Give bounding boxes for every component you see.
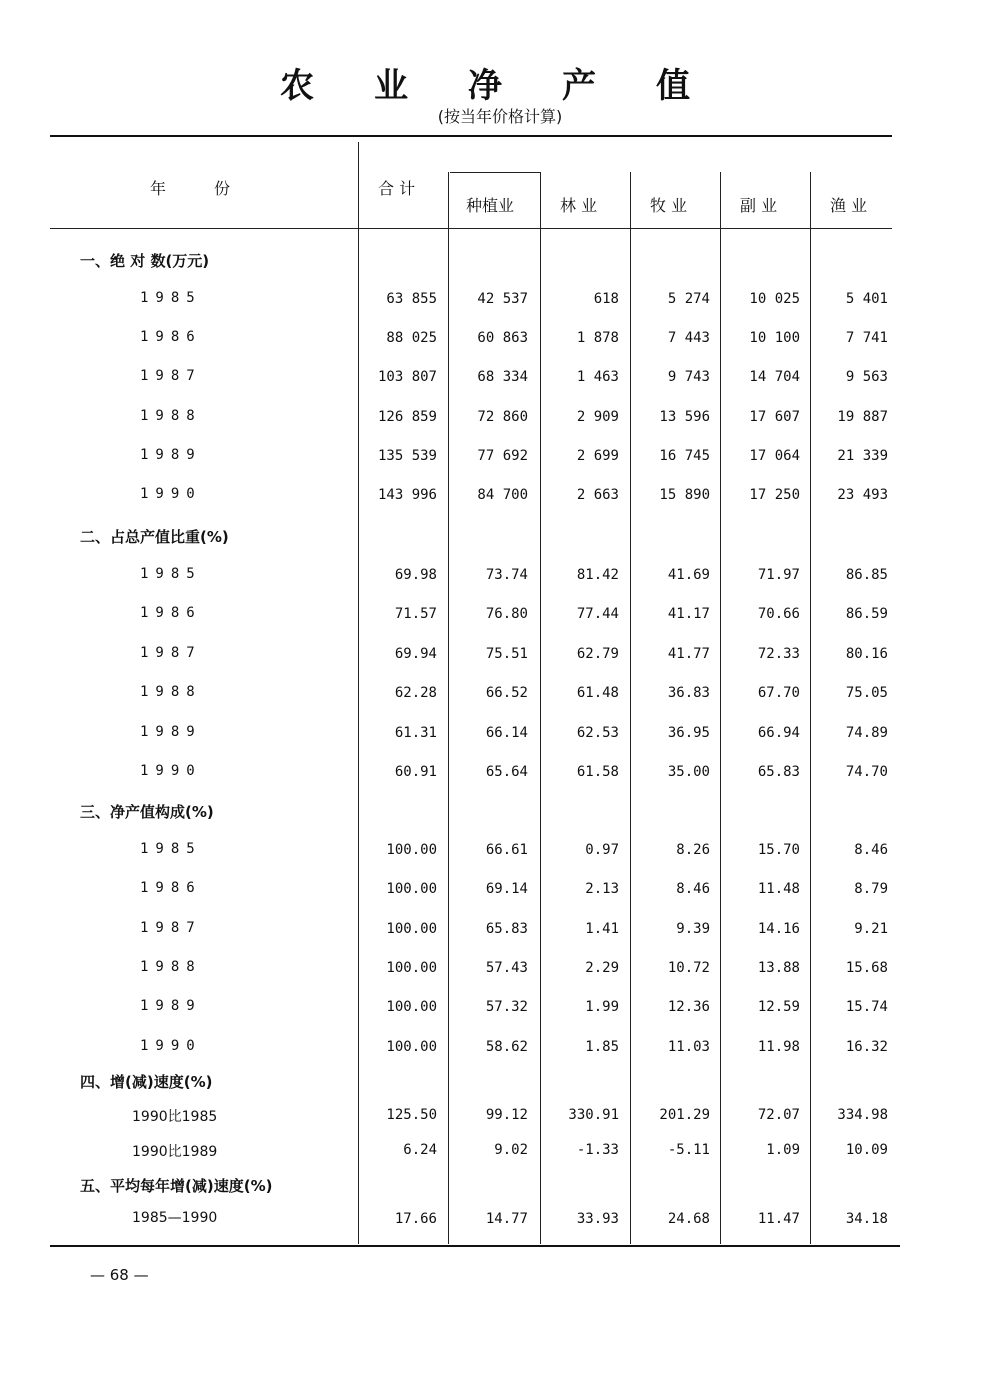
row-label: 1988	[140, 407, 202, 424]
table-cell: 76.80	[485, 606, 528, 623]
table-cell: 9 563	[845, 369, 888, 386]
section-heading: 一、绝 对 数(万元)	[80, 252, 210, 270]
table-cell: 74.70	[845, 764, 888, 780]
row-label: 1987	[140, 919, 202, 936]
row-label: 1986	[140, 329, 202, 346]
header-crop: 种植业	[466, 196, 515, 215]
row-label: 1990	[140, 486, 202, 502]
table-cell: 17 250	[749, 487, 800, 503]
table-cell: 73.74	[485, 567, 528, 583]
table-cell: 10.72	[667, 959, 710, 976]
table-cell: 69.98	[394, 567, 437, 583]
row-label: 1986	[140, 605, 202, 622]
table-cell: 11.03	[667, 1038, 710, 1055]
table-cell: 66.52	[485, 685, 528, 702]
table-cell: 35.00	[667, 764, 710, 780]
table-cell: 62.28	[394, 685, 437, 702]
header-forestry: 林 业	[560, 196, 598, 215]
table-cell: 11.98	[757, 1038, 800, 1055]
table-cell: 9 743	[667, 369, 710, 386]
table-cell: 9.21	[854, 920, 888, 937]
table-cell: 63 855	[386, 291, 437, 307]
table-cell: -5.11	[667, 1142, 710, 1158]
table-cell: 13.88	[757, 959, 800, 976]
table-cell: 16 745	[659, 447, 710, 464]
table-cell: 1.85	[585, 1038, 619, 1055]
row-label: 1986	[140, 880, 202, 897]
table-cell: 86.59	[845, 606, 888, 623]
table-cell: 71.97	[757, 567, 800, 583]
header-animal: 牧 业	[650, 196, 688, 215]
table-cell: 125.50	[386, 1107, 437, 1123]
row-label: 1990	[140, 1037, 202, 1054]
table-cell: 2.13	[585, 881, 619, 898]
page-number: — 68 —	[90, 1266, 149, 1284]
table-cell: 17.66	[394, 1211, 437, 1227]
table-cell: 618	[593, 291, 619, 307]
table-cell: 8.79	[854, 881, 888, 898]
table-cell: 57.32	[485, 999, 528, 1016]
table-cell: 62.79	[576, 645, 619, 662]
table-cell: 1.41	[585, 920, 619, 937]
row-label: 1988	[140, 684, 202, 701]
table-cell: 1 463	[576, 369, 619, 386]
table-cell: 2 909	[576, 408, 619, 425]
table-cell: 99.12	[485, 1107, 528, 1123]
table-top-rule	[50, 135, 892, 137]
table-cell: 14 704	[749, 369, 800, 386]
table-cell: 21 339	[837, 447, 888, 464]
table-cell: 103 807	[377, 369, 437, 386]
table-cell: 36.83	[667, 685, 710, 702]
table-bottom-rule	[50, 1245, 900, 1247]
table-cell: 100.00	[386, 842, 437, 858]
row-label: 1985—1990	[132, 1210, 218, 1226]
header-fishery: 渔 业	[830, 196, 868, 215]
table-cell: 77.44	[576, 606, 619, 623]
table-cell: 143 996	[377, 487, 437, 503]
table-cell: 9.02	[494, 1142, 528, 1158]
table-cell: 65.83	[485, 920, 528, 937]
section-heading: 三、净产值构成(%)	[80, 803, 214, 821]
table-cell: 9.39	[676, 920, 710, 937]
table-cell: 14.16	[757, 920, 800, 937]
header-sub-rule	[450, 172, 540, 173]
table-cell: 60 863	[477, 330, 528, 347]
table-cell: 34.18	[845, 1211, 888, 1227]
table-cell: 126 859	[377, 408, 437, 425]
table-cell: 6.24	[403, 1142, 437, 1158]
row-label: 1987	[140, 368, 202, 385]
table-cell: 8.26	[676, 842, 710, 858]
table-cell: 135 539	[377, 447, 437, 464]
table-cell: 100.00	[386, 999, 437, 1016]
table-cell: 88 025	[386, 330, 437, 347]
table-cell: 11.48	[757, 881, 800, 898]
table-cell: 65.64	[485, 764, 528, 780]
table-cell: 24.68	[667, 1211, 710, 1227]
table-cell: 7 443	[667, 330, 710, 347]
row-label: 1990	[140, 763, 202, 779]
row-label: 1985	[140, 566, 202, 582]
header-sideline: 副 业	[740, 196, 778, 215]
table-cell: 15.74	[845, 999, 888, 1016]
table-cell: 66.14	[485, 724, 528, 741]
row-label: 1989	[140, 723, 202, 740]
table-cell: 2 699	[576, 447, 619, 464]
table-cell: 33.93	[576, 1211, 619, 1227]
table-cell: 2 663	[576, 487, 619, 503]
table-cell: 69.94	[394, 645, 437, 662]
table-cell: 61.31	[394, 724, 437, 741]
table-cell: 17 607	[749, 408, 800, 425]
header-year: 年 份	[150, 179, 231, 198]
table-cell: 15.68	[845, 959, 888, 976]
table-cell: 86.85	[845, 567, 888, 583]
table-cell: 7 741	[845, 330, 888, 347]
table-cell: 5 274	[667, 291, 710, 307]
header-bottom-rule	[50, 228, 892, 229]
section-heading: 二、占总产值比重(%)	[80, 528, 229, 546]
table-cell: 1 878	[576, 330, 619, 347]
table-cell: 66.61	[485, 842, 528, 858]
table-cell: 70.66	[757, 606, 800, 623]
table-cell: 1.09	[766, 1142, 800, 1158]
table-cell: 42 537	[477, 291, 528, 307]
table-cell: 100.00	[386, 920, 437, 937]
table-cell: 71.57	[394, 606, 437, 623]
row-label: 1990比1985	[132, 1109, 218, 1125]
table-cell: 13 596	[659, 408, 710, 425]
table-cell: 10.09	[845, 1142, 888, 1158]
table-cell: 74.89	[845, 724, 888, 741]
row-label: 1989	[140, 998, 202, 1015]
table-cell: 8.46	[854, 842, 888, 858]
row-label: 1988	[140, 958, 202, 975]
table-cell: 58.62	[485, 1038, 528, 1055]
table-cell: 10 025	[749, 291, 800, 307]
table-cell: 12.36	[667, 999, 710, 1016]
table-cell: 41.77	[667, 645, 710, 662]
table-cell: 67.70	[757, 685, 800, 702]
table-cell: 69.14	[485, 881, 528, 898]
page-subtitle: (按当年价格计算)	[437, 107, 563, 126]
row-label: 1985	[140, 841, 202, 857]
table-cell: 62.53	[576, 724, 619, 741]
section-heading: 五、平均每年增(减)速度(%)	[80, 1177, 273, 1195]
table-cell: 334.98	[837, 1107, 888, 1123]
table-cell: 15 890	[659, 487, 710, 503]
table-cell: -1.33	[576, 1142, 619, 1158]
table-cell: 72 860	[477, 408, 528, 425]
table-cell: 23 493	[837, 487, 888, 503]
table-cell: 60.91	[394, 764, 437, 780]
table-cell: 5 401	[845, 291, 888, 307]
table-cell: 8.46	[676, 881, 710, 898]
table-cell: 66.94	[757, 724, 800, 741]
table-cell: 2.29	[585, 959, 619, 976]
table-cell: 75.05	[845, 685, 888, 702]
table-cell: 100.00	[386, 1038, 437, 1055]
table-cell: 72.33	[757, 645, 800, 662]
table-cell: 68 334	[477, 369, 528, 386]
table-cell: 11.47	[757, 1211, 800, 1227]
page-title: 农业净产值	[280, 66, 750, 106]
table-cell: 65.83	[757, 764, 800, 780]
table-cell: 81.42	[576, 567, 619, 583]
table-cell: 61.48	[576, 685, 619, 702]
row-label: 1985	[140, 290, 202, 306]
row-label: 1989	[140, 446, 202, 463]
table-cell: 36.95	[667, 724, 710, 741]
table-cell: 12.59	[757, 999, 800, 1016]
table-cell: 75.51	[485, 645, 528, 662]
table-cell: 14.77	[485, 1211, 528, 1227]
table-cell: 100.00	[386, 881, 437, 898]
table-cell: 19 887	[837, 408, 888, 425]
table-cell: 61.58	[576, 764, 619, 780]
table-cell: 16.32	[845, 1038, 888, 1055]
table-cell: 77 692	[477, 447, 528, 464]
table-cell: 57.43	[485, 959, 528, 976]
header-total: 合 计	[378, 179, 416, 198]
row-label: 1990比1989	[132, 1144, 218, 1160]
table-cell: 1.99	[585, 999, 619, 1016]
table-cell: 10 100	[749, 330, 800, 347]
table-cell: 72.07	[757, 1107, 800, 1123]
table-cell: 100.00	[386, 959, 437, 976]
table-cell: 17 064	[749, 447, 800, 464]
table-cell: 201.29	[659, 1107, 710, 1123]
table-cell: 41.69	[667, 567, 710, 583]
table-cell: 330.91	[568, 1107, 619, 1123]
table-cell: 41.17	[667, 606, 710, 623]
table-cell: 0.97	[585, 842, 619, 858]
row-label: 1987	[140, 644, 202, 661]
table-cell: 15.70	[757, 842, 800, 858]
table-cell: 80.16	[845, 645, 888, 662]
table-cell: 84 700	[477, 487, 528, 503]
section-heading: 四、增(减)速度(%)	[80, 1073, 213, 1091]
